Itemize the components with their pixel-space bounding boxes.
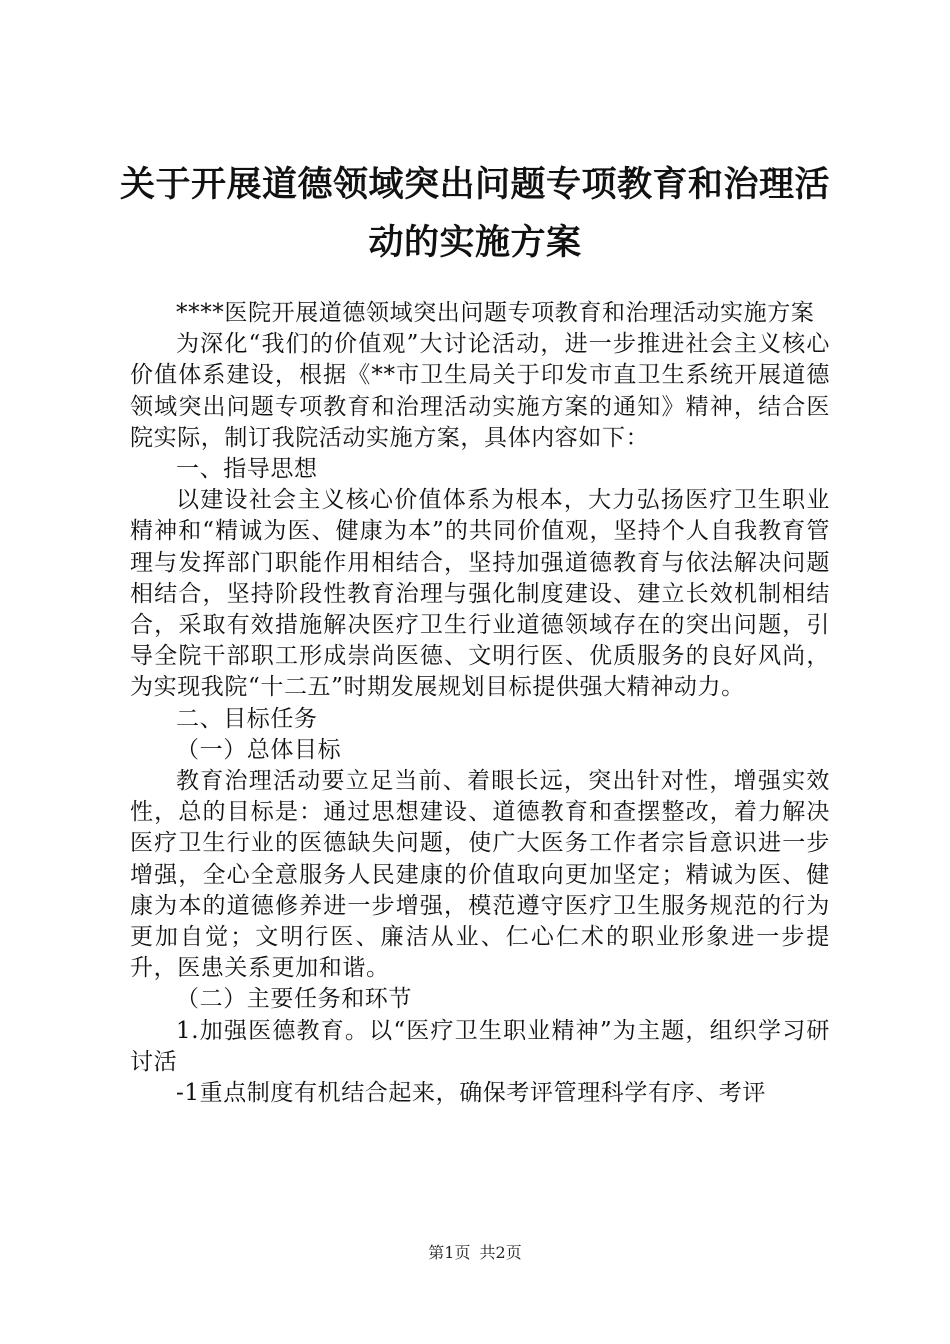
page-number: 第1页 bbox=[428, 1243, 471, 1262]
document-title-line-2: 动的实施方案 bbox=[368, 223, 582, 263]
document-title-line-1: 关于开展道德领域突出问题专项教育和治理活 bbox=[119, 165, 830, 205]
paragraph-guiding-thought: 以建设社会主义核心价值体系为根本，大力弘扬医疗卫生职业精神和“精诚为医、健康为本”的共同价值观，坚持个人自我教育管理与发挥部门职能作用相结合，坚持加强道德教育与依法解决问题相结合，坚持阶段性教育治理与强化制度建设、建立长效机制相结合，采取有效措施解决医疗卫生行业道德领域存在的突出问题，引导全院干部职工形成崇尚医德、文明行医、优质服务的良好风尚，为实现我院“十二五”时期发展规划目标提供强大精神动力。 bbox=[130, 487, 830, 701]
section-heading-goals-tasks: 二、目标任务 bbox=[176, 705, 318, 732]
section-heading-guiding-thought: 一、指导思想 bbox=[176, 456, 318, 483]
subsection-heading-main-tasks: （二）主要任务和环节 bbox=[176, 986, 412, 1013]
subsection-heading-overall-goal: （一）总体目标 bbox=[176, 736, 342, 763]
paragraph-fragment: -1重点制度有机结合起来，确保考评管理科学有序、考评 bbox=[176, 1080, 767, 1107]
paragraph-overall-goal: 教育治理活动要立足当前、着眼长远，突出针对性，增强实效性，总的目标是：通过思想建设、道德教育和查摆整改，着力解决医疗卫生行业的医德缺失问题，使广大医务工作者宗旨意识进一步增强，全心全意服务人民建康的价值取向更加坚定；精诚为医、健康为本的道德修养进一步增强，模范遵守医疗卫生服务规范的行为更加自觉；文明行医、廉洁从业、仁心仁术的职业形象进一步提升，医患关系更加和谐。 bbox=[130, 768, 830, 982]
document-body bbox=[130, 298, 830, 1109]
paragraph-intro: 为深化“我们的价值观”大讨论活动，进一步推进社会主义核心价值体系建设，根据《**市卫生局关于印发市直卫生系统开展道德领域突出问题专项教育和治理活动实施方案的通知》精神，结合医院实际，制订我院活动实施方案，具体内容如下： bbox=[130, 331, 830, 451]
page-footer bbox=[0, 1243, 950, 1263]
page-total: 共2页 bbox=[479, 1243, 522, 1262]
document-title bbox=[110, 156, 840, 272]
paragraph-task-1: 1.加强医德教育。以“医疗卫生职业精神”为主题，组织学习研讨活 bbox=[130, 1017, 830, 1075]
paragraph-subtitle: ****医院开展道德领域突出问题专项教育和治理活动实施方案 bbox=[176, 300, 815, 326]
